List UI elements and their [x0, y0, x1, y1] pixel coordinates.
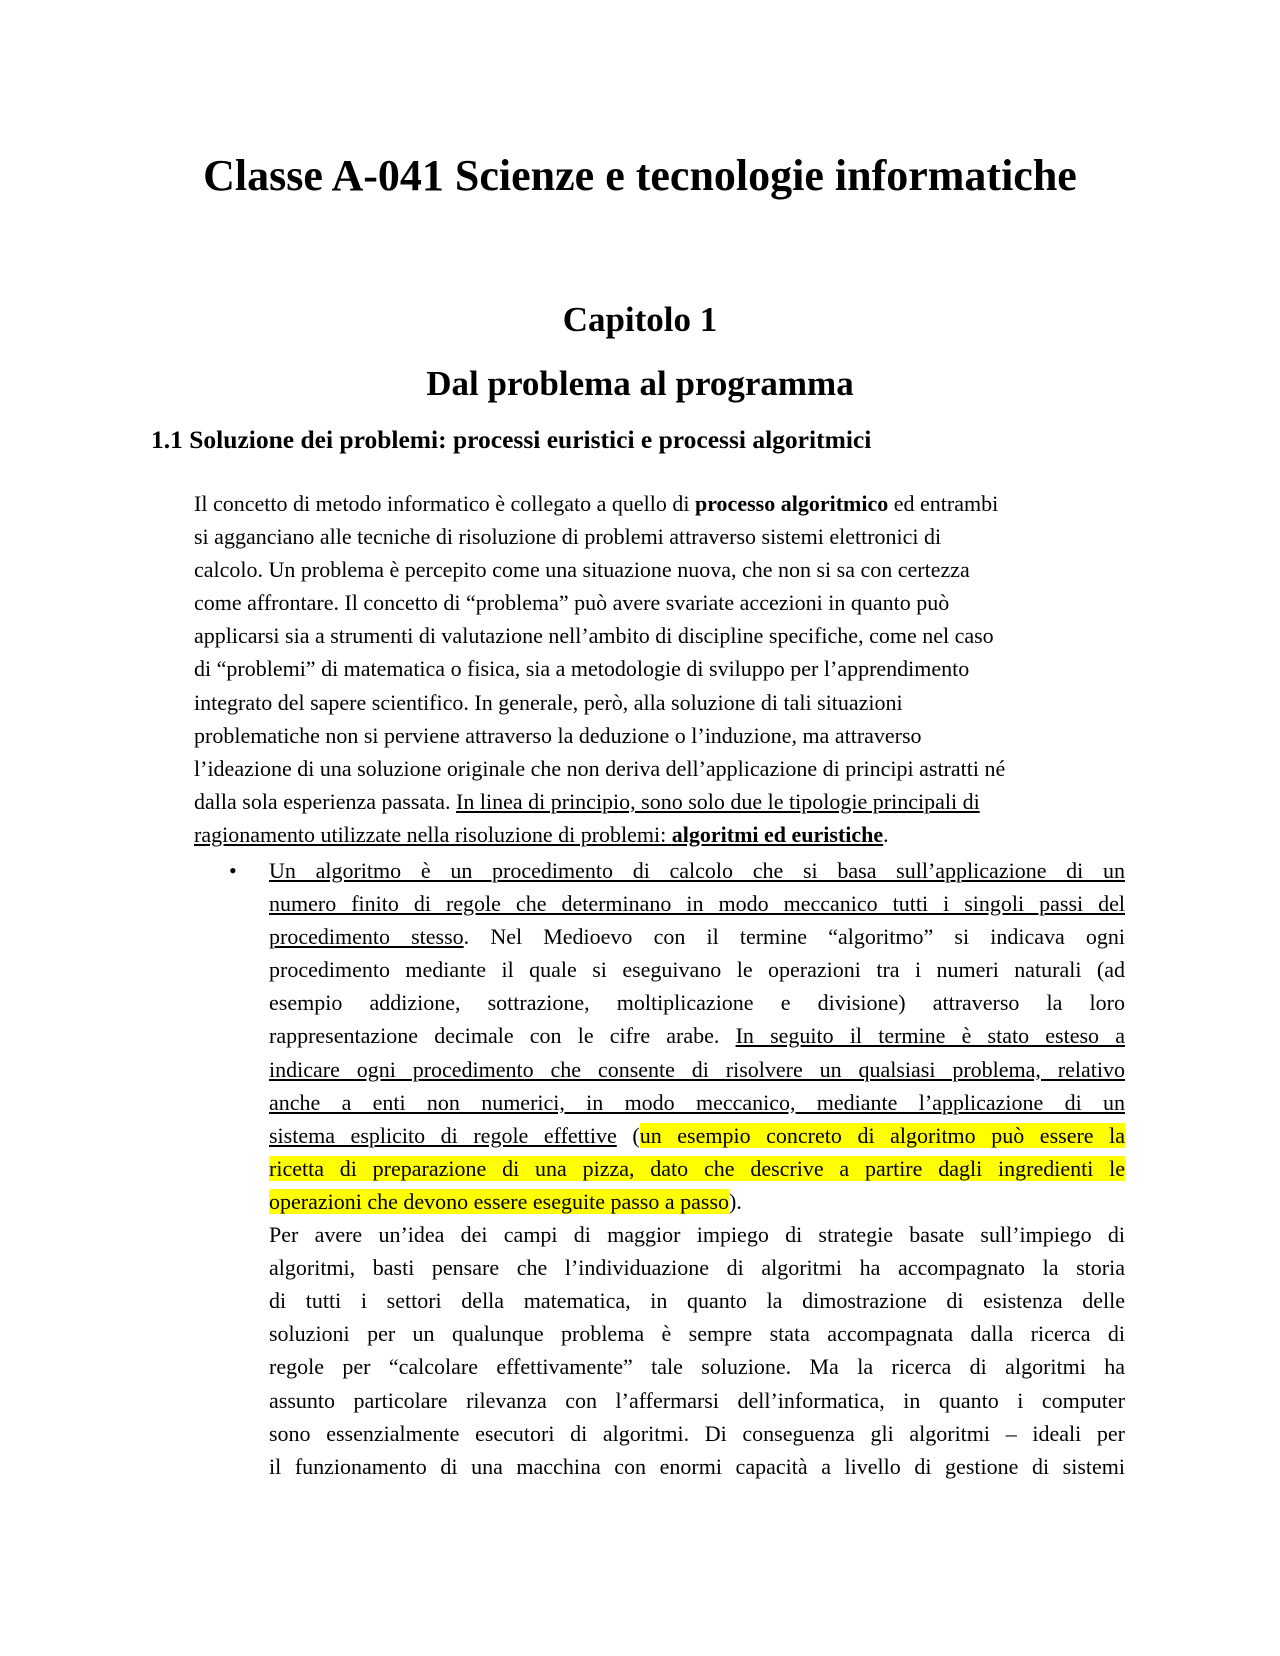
bullet-marker: • — [229, 858, 237, 883]
text-run: . Nel Medioevo con il termine “algoritmo” si indicava ogni — [463, 924, 1125, 950]
highlighted-text: ricetta di preparazione di una pizza, dato che descrive a partire dagli ingredienti le — [269, 1155, 1125, 1181]
underlined-text: In linea di principio, sono solo due le tipologie principali di — [456, 788, 980, 814]
underlined-text: sistema esplicito di regole effettive — [269, 1122, 617, 1148]
chapter-title: Dal problema al programma — [426, 364, 854, 403]
underlined-text: procedimento stesso — [269, 924, 464, 950]
bullet-line — [269, 854, 1125, 887]
bold-underlined-term: algoritmi ed euristiche — [671, 821, 884, 847]
text-run: Il concetto di metodo informatico è collegato a quello di — [194, 491, 695, 516]
text-run: ed entrambi — [888, 491, 999, 516]
highlighted-text: un esempio concreto di algoritmo può essere la — [639, 1122, 1125, 1148]
bullet-line — [269, 1119, 1125, 1152]
paragraph-line: problematiche non si perviene attraverso la deduzione o l’induzione, ma attraverso — [194, 722, 922, 748]
bullet-line: soluzioni per un qualunque problema è sempre stata accompagnata dalla ricerca di — [269, 1321, 1125, 1347]
bullet-item-algorithm — [269, 854, 1125, 1483]
paragraph-line: l’ideazione di una soluzione originale che non deriva dell’applicazione di principi astratti né — [194, 755, 1006, 781]
document-title: Classe A-041 Scienze e tecnologie informatiche — [203, 151, 1077, 200]
paragraph-line — [194, 487, 1134, 520]
paragraph-line: si agganciano alle tecniche di risoluzione di problemi attraverso sistemi elettronici di — [194, 524, 942, 550]
text-run: rappresentazione decimale con le cifre arabe. — [269, 1023, 736, 1049]
underlined-text: In seguito il termine è stato esteso a — [735, 1023, 1125, 1049]
highlighted-text: operazioni che devono essere eseguite passo a passo — [269, 1188, 730, 1214]
underlined-text: numero finito di regole che determinano in modo meccanico tutti i singoli passi del — [269, 891, 1125, 917]
bullet-line — [269, 1086, 1125, 1119]
bullet-line: di tutti i settori della matematica, in quanto la dimostrazione di esistenza delle — [269, 1288, 1125, 1314]
bullet-line — [269, 1019, 1125, 1052]
bullet-line: Per avere un’idea dei campi di maggior impiego di strategie basate sull’impiego di — [269, 1222, 1125, 1248]
bullet-line — [269, 1185, 1125, 1218]
bullet-line: il funzionamento di una macchina con enormi capacità a livello di gestione di sistemi — [269, 1453, 1125, 1479]
paragraph-line: calcolo. Un problema è percepito come una situazione nuova, che non si sa con certezza — [194, 557, 970, 583]
text-run: dalla sola esperienza passata. — [194, 788, 457, 814]
intro-paragraph — [194, 487, 1134, 851]
section-heading: 1.1 Soluzione dei problemi: processi euristici e processi algoritmici — [151, 425, 872, 454]
bullet-line: regole per “calcolare effettivamente” tale soluzione. Ma la ricerca di algoritmi ha — [269, 1354, 1125, 1380]
underlined-text: anche a enti non numerici, in modo meccanico, mediante l’applicazione di un — [269, 1089, 1125, 1115]
text-run: . — [883, 821, 889, 847]
paragraph-line: di “problemi” di matematica o fisica, sia a metodologie di sviluppo per l’apprendimento — [194, 656, 970, 682]
bullet-line: procedimento mediante il quale si eseguivano le operazioni tra i numeri naturali (ad — [269, 957, 1125, 983]
underlined-text: Un algoritmo è un procedimento di calcolo che si basa sull’applicazione di un — [269, 858, 1125, 883]
bullet-line — [269, 887, 1125, 920]
bullet-line: algoritmi, basti pensare che l’individuazione di algoritmi ha accompagnato la storia — [269, 1255, 1125, 1281]
paragraph-line: integrato del sapere scientifico. In generale, però, alla soluzione di tali situazioni — [194, 689, 903, 715]
bullet-line: esempio addizione, sottrazione, moltiplicazione e divisione) attraverso la loro — [269, 990, 1125, 1016]
paragraph-line: come affrontare. Il concetto di “problema” può avere svariate accezioni in quanto può — [194, 590, 950, 616]
text-run: ). — [729, 1188, 742, 1214]
paragraph-line: applicarsi sia a strumenti di valutazione nell’ambito di discipline specifiche, come nel caso — [194, 623, 994, 649]
chapter-number: Capitolo 1 — [562, 300, 718, 339]
bullet-line: assunto particolare rilevanza con l’affermarsi dell’informatica, in quanto i computer — [269, 1387, 1125, 1413]
bullet-line — [269, 920, 1125, 953]
bold-term: processo algoritmico — [694, 491, 889, 516]
underlined-text: indicare ogni procedimento che consente di risolvere un qualsiasi problema, relativo — [269, 1056, 1125, 1082]
bullet-line — [269, 1152, 1125, 1185]
underlined-text: ragionamento utilizzate nella risoluzione di problemi: — [194, 821, 672, 847]
bullet-line — [269, 1053, 1125, 1086]
text-run: ( — [616, 1122, 640, 1148]
paragraph-line — [194, 818, 1134, 851]
paragraph-line — [194, 785, 1134, 818]
bullet-line: sono essenzialmente esecutori di algoritmi. Di conseguenza gli algoritmi – ideali per — [269, 1420, 1125, 1446]
